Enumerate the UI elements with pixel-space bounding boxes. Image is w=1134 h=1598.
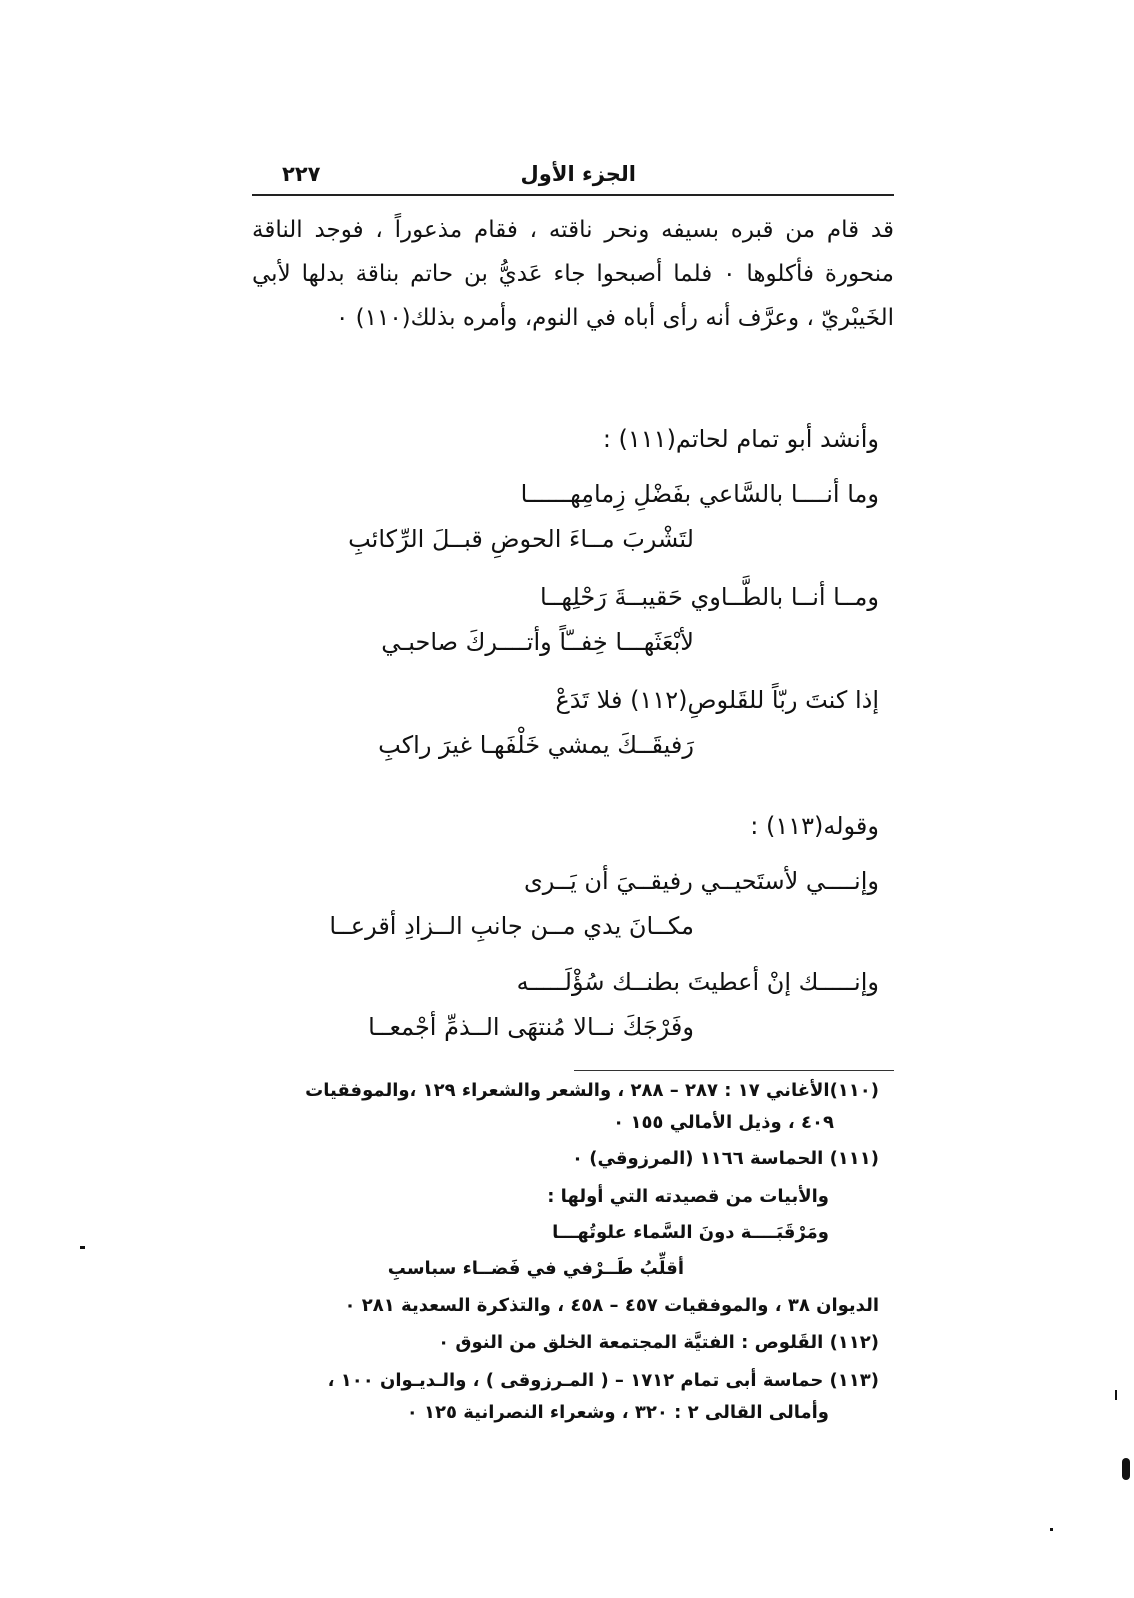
- footnote-113: (١١٣) حماسة أبى تمام ١٧١٢ – ( المـرزوقى ) ، والـديـوان ١٠٠ ،: [327, 1370, 879, 1391]
- verse-hemistich-first: وإنـــــك إنْ أعطيتَ بطنــك سُؤْلَـــــه: [516, 968, 879, 996]
- verse-hemistich-first: إذا كنتَ ربّاً للقَلوصِ(١١٢) فلا تَدَعْ: [555, 686, 879, 714]
- footnote-113-cont: وأمالى القالى ٢ : ٣٢٠ ، وشعراء النصرانية ١٢٥ ٠: [406, 1402, 829, 1423]
- scan-speck: [1050, 1528, 1053, 1531]
- footnote-verse-first: ومَرْقَبَــــة دونَ السَّماء علوتُهـــا: [552, 1222, 829, 1243]
- scan-speck: [1115, 1390, 1117, 1400]
- page-header: [252, 162, 894, 194]
- footnote-111-cont: والأبيات من قصيدته التي أولها :: [547, 1186, 829, 1207]
- verse-hemistich-second: لتَشْربَ مــاءَ الحوضِ قبــلَ الرِّكائبِ: [348, 525, 694, 553]
- page-number: ٢٢٧: [282, 162, 321, 186]
- footnote-111-sources: الديوان ٣٨ ، والموفقيات ٤٥٧ – ٤٥٨ ، والتذكرة السعدية ٢٨١ ٠: [344, 1295, 879, 1316]
- verse-hemistich-second: رَفيقَــكَ يمشي خَلْفَهـا غيرَ راكبِ: [378, 731, 694, 759]
- scan-edge-mark: [1122, 1458, 1130, 1480]
- header-divider: [252, 194, 894, 196]
- verse-hemistich-second: مكــانَ يدي مــن جانبِ الــزادِ أقرعــا: [329, 912, 694, 940]
- footnote-111: (١١١) الحماسة ١١٦٦ (المرزوقي) ٠: [572, 1148, 879, 1169]
- poem-intro: وأنشد أبو تمام لحاتم(١١١) :: [602, 425, 879, 453]
- verse-hemistich-first: وإنــــي لأستَحيــي رفيقــيَ أن يَــرى: [524, 867, 879, 895]
- poem-intro: وقوله(١١٣) :: [750, 812, 879, 840]
- verse-hemistich-second: لأبْعَثَهـــا خِفــّاً وأتــــركَ صاحبـي: [381, 628, 694, 656]
- footnote-verse-second: أقلِّبُ طَــرْفي في فَضــاء سباسبِ: [387, 1258, 684, 1279]
- scan-speck: [80, 1246, 85, 1249]
- footnote-112: (١١٢) القَلوص : الفتيَّة المجتمعة الخلق من النوق ٠: [438, 1332, 879, 1353]
- footnote-110-cont: ٤٠٩ ، وذيل الأمالي ١٥٥ ٠: [613, 1112, 834, 1133]
- prose-paragraph: قد قام من قبره بسيفه ونحر ناقته ، فقام مذعوراً ، فوجد الناقة منحورة فأكلوها ٠ فلما أصبحوا جاء عَديُّ بن حاتم بناقة بدلها لأبي الخَيبْريّ ، وعرَّف أنه رأى أباه في النوم، وأمره بذلك(١١٠) ٠: [252, 217, 894, 331]
- verse-hemistich-first: ومــا أنــا بالطَّــاوي حَقيبــةَ رَحْلِهــا: [540, 583, 879, 611]
- footnote-110: (١١٠)الأغاني ١٧ : ٢٨٧ – ٢٨٨ ، والشعر والشعراء ١٢٩ ،والموفقيات: [305, 1080, 879, 1101]
- page-title: الجزء الأول: [520, 162, 636, 186]
- verse-hemistich-second: وفَرْجَكَ نــالا مُنتهَى الــذمِّ أجْمعــا: [368, 1013, 694, 1041]
- footnote-divider: [574, 1070, 894, 1071]
- verse-hemistich-first: وما أنــــا بالسَّاعي بفَضْلِ زِمامِهــــــا: [520, 480, 879, 508]
